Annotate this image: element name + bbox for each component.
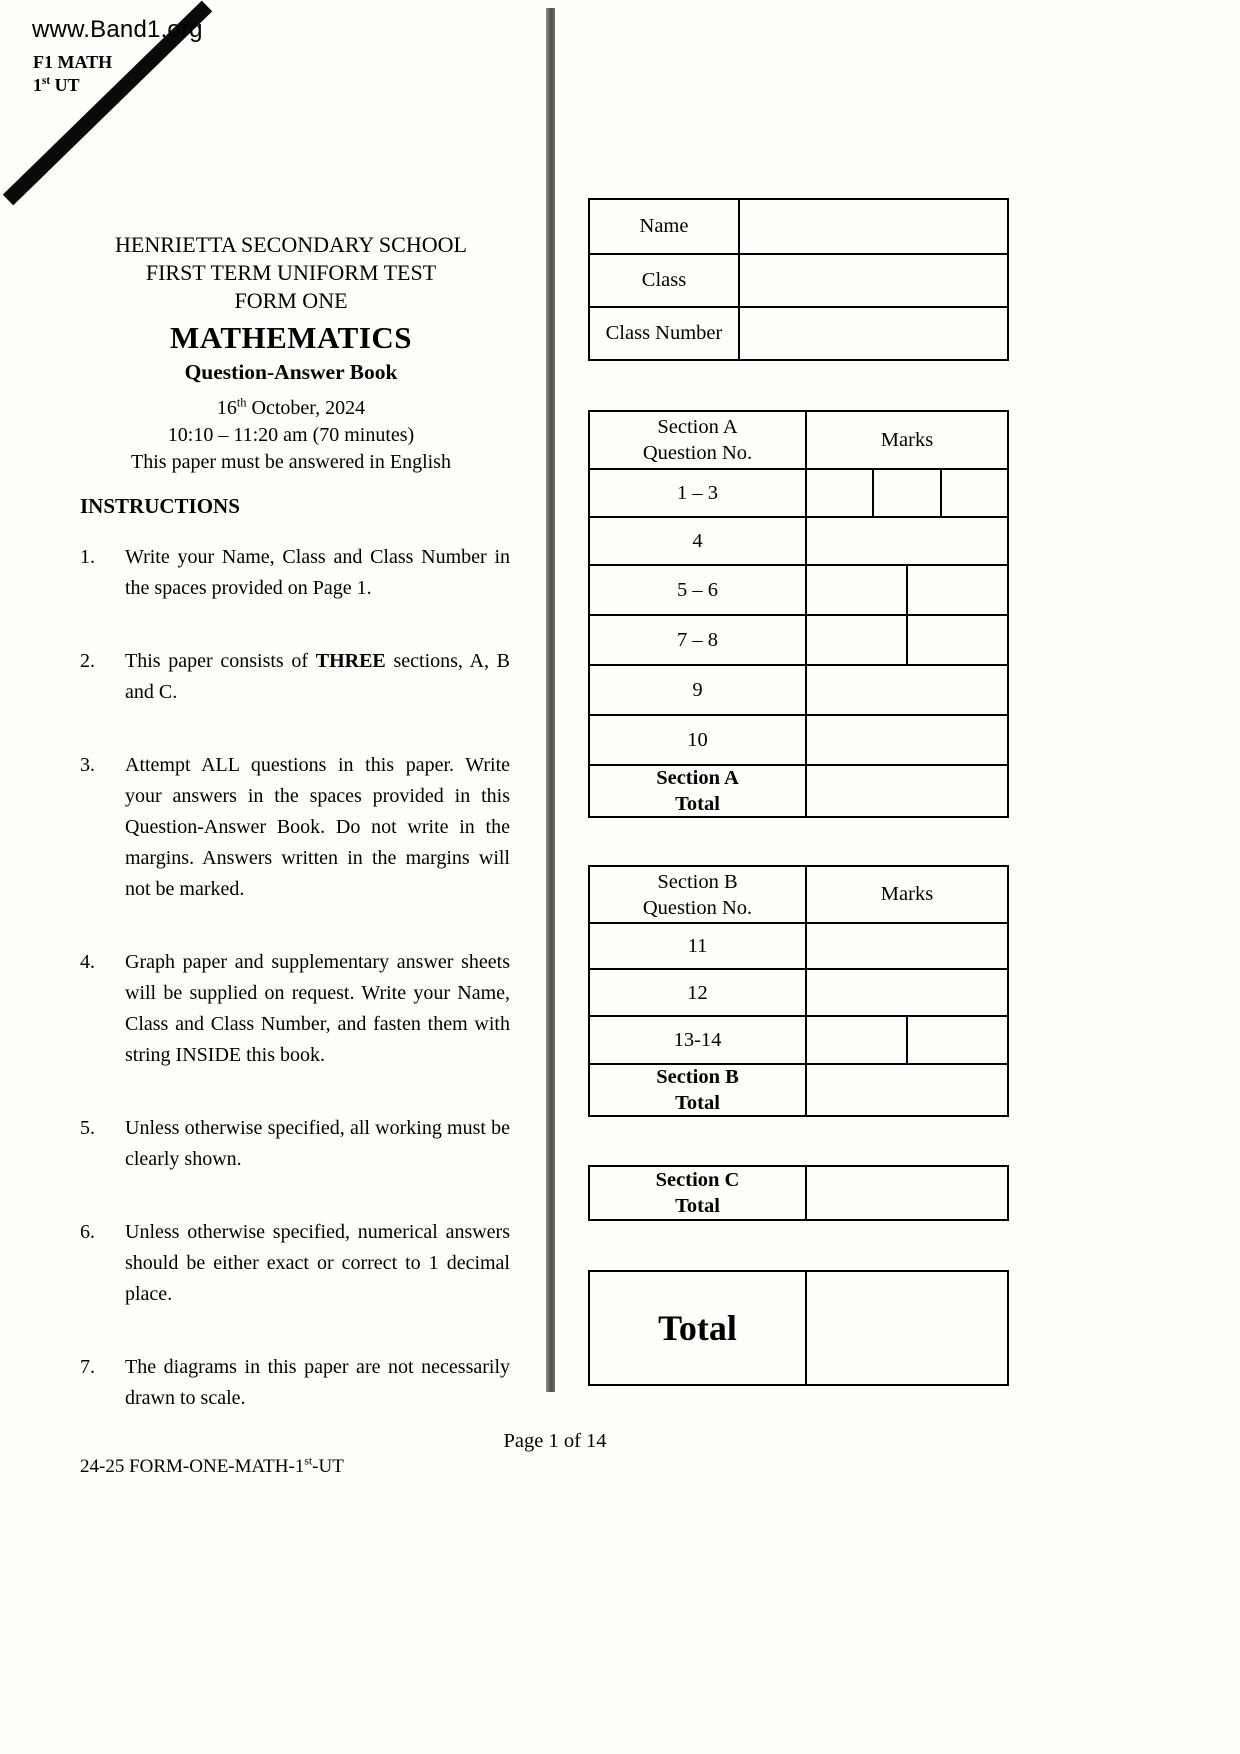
header-line: Question No. <box>642 442 753 464</box>
class-number-input-box[interactable] <box>740 308 1007 359</box>
book-title: Question-Answer Book <box>184 360 398 384</box>
table-row <box>590 664 1007 714</box>
document-code-sup: st <box>304 1454 313 1468</box>
section-b-total-label <box>590 1065 807 1115</box>
marks-cell <box>807 616 1007 664</box>
table-row <box>590 468 1007 516</box>
exam-date <box>82 395 500 422</box>
instruction-text-part: sections, A, B and C. <box>125 650 510 703</box>
question-no-cell: 1 – 3 <box>590 470 807 516</box>
date-rest: October, 2024 <box>246 397 366 419</box>
table-row <box>590 1015 1007 1063</box>
instruction-item-3 <box>80 750 510 905</box>
instruction-number: 5. <box>80 1117 95 1139</box>
marks-subcell <box>872 470 939 516</box>
table-row <box>590 614 1007 664</box>
grand-total-label: Total <box>590 1272 807 1384</box>
marks-subcell <box>807 716 1007 764</box>
instruction-text: Unless otherwise specified, all working must be clearly shown. <box>125 1117 510 1170</box>
date-day: 16 <box>216 397 237 419</box>
exam-time: 10:10 – 11:20 am (70 minutes) <box>167 424 415 446</box>
table-row <box>590 516 1007 564</box>
marks-subcell <box>807 470 872 516</box>
header-line: Section A <box>657 416 738 438</box>
table-row <box>590 253 1007 306</box>
total-label-line: Section B <box>656 1066 739 1088</box>
instruction-text: Unless otherwise specified, numerical answers should be either exact or correct to 1 decimal place. <box>125 1221 510 1305</box>
table-row <box>590 200 1007 253</box>
question-no-cell: 4 <box>590 518 807 564</box>
instruction-number: 1. <box>80 546 95 568</box>
instruction-text: The diagrams in this paper are not necessarily drawn to scale. <box>125 1356 510 1409</box>
question-no-cell: 10 <box>590 716 807 764</box>
section-a-total-marks-cell <box>807 766 1007 816</box>
language-note: This paper must be answered in English <box>131 451 451 473</box>
marks-subcell <box>807 616 906 664</box>
instruction-number: 6. <box>80 1221 95 1243</box>
instruction-number: 3. <box>80 754 95 776</box>
question-no-cell: 7 – 8 <box>590 616 807 664</box>
marks-subcell <box>807 566 906 614</box>
header-line: Question No. <box>642 896 753 919</box>
student-info-table <box>588 198 1009 361</box>
marks-subcell <box>906 616 1007 664</box>
marks-subcell <box>807 1065 1007 1115</box>
document-code-pre: 24-25 FORM-ONE-MATH-1 <box>80 1456 305 1477</box>
section-b-total-row <box>590 1063 1007 1115</box>
instruction-text-bold: THREE <box>315 650 386 672</box>
instructions-list <box>80 542 510 1414</box>
section-c-total-marks-cell <box>807 1167 1007 1219</box>
total-label-line: Total <box>675 1092 720 1114</box>
instructions-heading: INSTRUCTIONS <box>80 494 240 518</box>
date-ordinal: th <box>236 395 247 410</box>
grand-total-row <box>590 1272 1007 1384</box>
section-b-marks-table <box>588 865 1009 1117</box>
total-label-line: Section A <box>656 767 739 789</box>
marks-subcell <box>940 470 1007 516</box>
class-input-box[interactable] <box>740 255 1007 306</box>
instruction-text: Write your Name, Class and Class Number in the spaces provided on Page 1. <box>125 546 510 599</box>
table-row <box>590 714 1007 764</box>
marks-header: Marks <box>880 428 934 451</box>
question-no-header <box>590 412 807 468</box>
question-no-cell: 12 <box>590 970 807 1015</box>
question-no-cell: 5 – 6 <box>590 566 807 614</box>
document-code <box>80 1456 344 1478</box>
band1-logo-text: www.Band1.org <box>32 16 203 43</box>
marks-subcell <box>906 1017 1007 1063</box>
question-no-header <box>590 867 807 922</box>
header-line: Section B <box>657 870 738 893</box>
page-number: Page 1 of 14 <box>503 1430 607 1452</box>
instruction-item-1 <box>80 542 510 604</box>
instruction-item-7 <box>80 1352 510 1414</box>
logo-test-text <box>33 75 80 96</box>
question-no-cell: 11 <box>590 924 807 968</box>
instruction-item-6 <box>80 1217 510 1310</box>
title-block <box>82 231 500 476</box>
instruction-item-4 <box>80 947 510 1071</box>
instruction-text: Attempt ALL questions in this paper. Write your answers in the spaces provided in this Question-Answer Book. Do not write in the margins. Answers written in the margins will not be marked. <box>125 754 510 900</box>
total-label-line: Total <box>675 793 720 815</box>
grand-total-table <box>588 1270 1009 1386</box>
section-b-header-row <box>590 867 1007 922</box>
marks-cell <box>807 666 1007 714</box>
marks-cell <box>807 924 1007 968</box>
name-input-box[interactable] <box>740 200 1007 253</box>
section-a-marks-table <box>588 410 1009 818</box>
instruction-item-5 <box>80 1113 510 1175</box>
marks-subcell <box>807 924 1007 968</box>
instruction-item-2 <box>80 646 510 708</box>
section-a-header-row <box>590 412 1007 468</box>
logo-test-pre: 1 <box>33 75 42 95</box>
marks-subcell <box>807 766 1007 816</box>
marks-cell <box>807 470 1007 516</box>
table-row <box>590 968 1007 1015</box>
logo-test-post: UT <box>50 75 80 95</box>
section-a-total-row <box>590 764 1007 816</box>
table-row <box>590 306 1007 359</box>
subject-title: MATHEMATICS <box>169 320 413 355</box>
marks-subcell <box>807 518 1007 564</box>
table-row <box>590 922 1007 968</box>
grand-total-marks-cell <box>807 1272 1007 1384</box>
marks-header: Marks <box>880 883 934 905</box>
logo-test-sup: st <box>42 75 51 87</box>
instruction-number: 2. <box>80 650 95 672</box>
class-label: Class <box>590 255 740 306</box>
marks-cell <box>807 1017 1007 1063</box>
class-number-label: Class Number <box>590 308 740 359</box>
instruction-text-part: This paper consists of <box>125 650 316 672</box>
school-name: HENRIETTA SECONDARY SCHOOL <box>115 232 467 257</box>
instruction-text: Graph paper and supplementary answer sheets will be supplied on request. Write your Name, Class and Class Number, and fasten them with string INSIDE this book. <box>125 951 510 1066</box>
instruction-text <box>125 646 510 708</box>
name-label: Name <box>590 200 740 253</box>
page-fold-divider <box>546 8 555 1392</box>
question-no-cell: 9 <box>590 666 807 714</box>
section-b-total-marks-cell <box>807 1065 1007 1115</box>
section-c-total-row <box>590 1167 1007 1219</box>
table-row <box>590 564 1007 614</box>
instruction-number: 7. <box>80 1356 95 1378</box>
total-label-line: Section C <box>655 1169 740 1191</box>
marks-subcell <box>807 970 1007 1015</box>
question-no-cell: 13-14 <box>590 1017 807 1063</box>
test-name: FIRST TERM UNIFORM TEST <box>145 260 437 285</box>
marks-cell <box>807 518 1007 564</box>
logo-subject-text: F1 MATH <box>33 52 113 72</box>
marks-subcell <box>906 566 1007 614</box>
document-code-post: -UT <box>312 1456 344 1477</box>
instruction-number: 4. <box>80 951 95 973</box>
form-level: FORM ONE <box>234 288 348 313</box>
marks-subcell <box>807 666 1007 714</box>
section-c-total-label <box>590 1167 807 1219</box>
marks-cell <box>807 716 1007 764</box>
marks-cell <box>807 970 1007 1015</box>
marks-subcell <box>807 1017 906 1063</box>
section-c-total-table <box>588 1165 1009 1221</box>
total-label-line: Total <box>675 1195 720 1217</box>
marks-cell <box>807 566 1007 614</box>
section-a-total-label <box>590 766 807 816</box>
